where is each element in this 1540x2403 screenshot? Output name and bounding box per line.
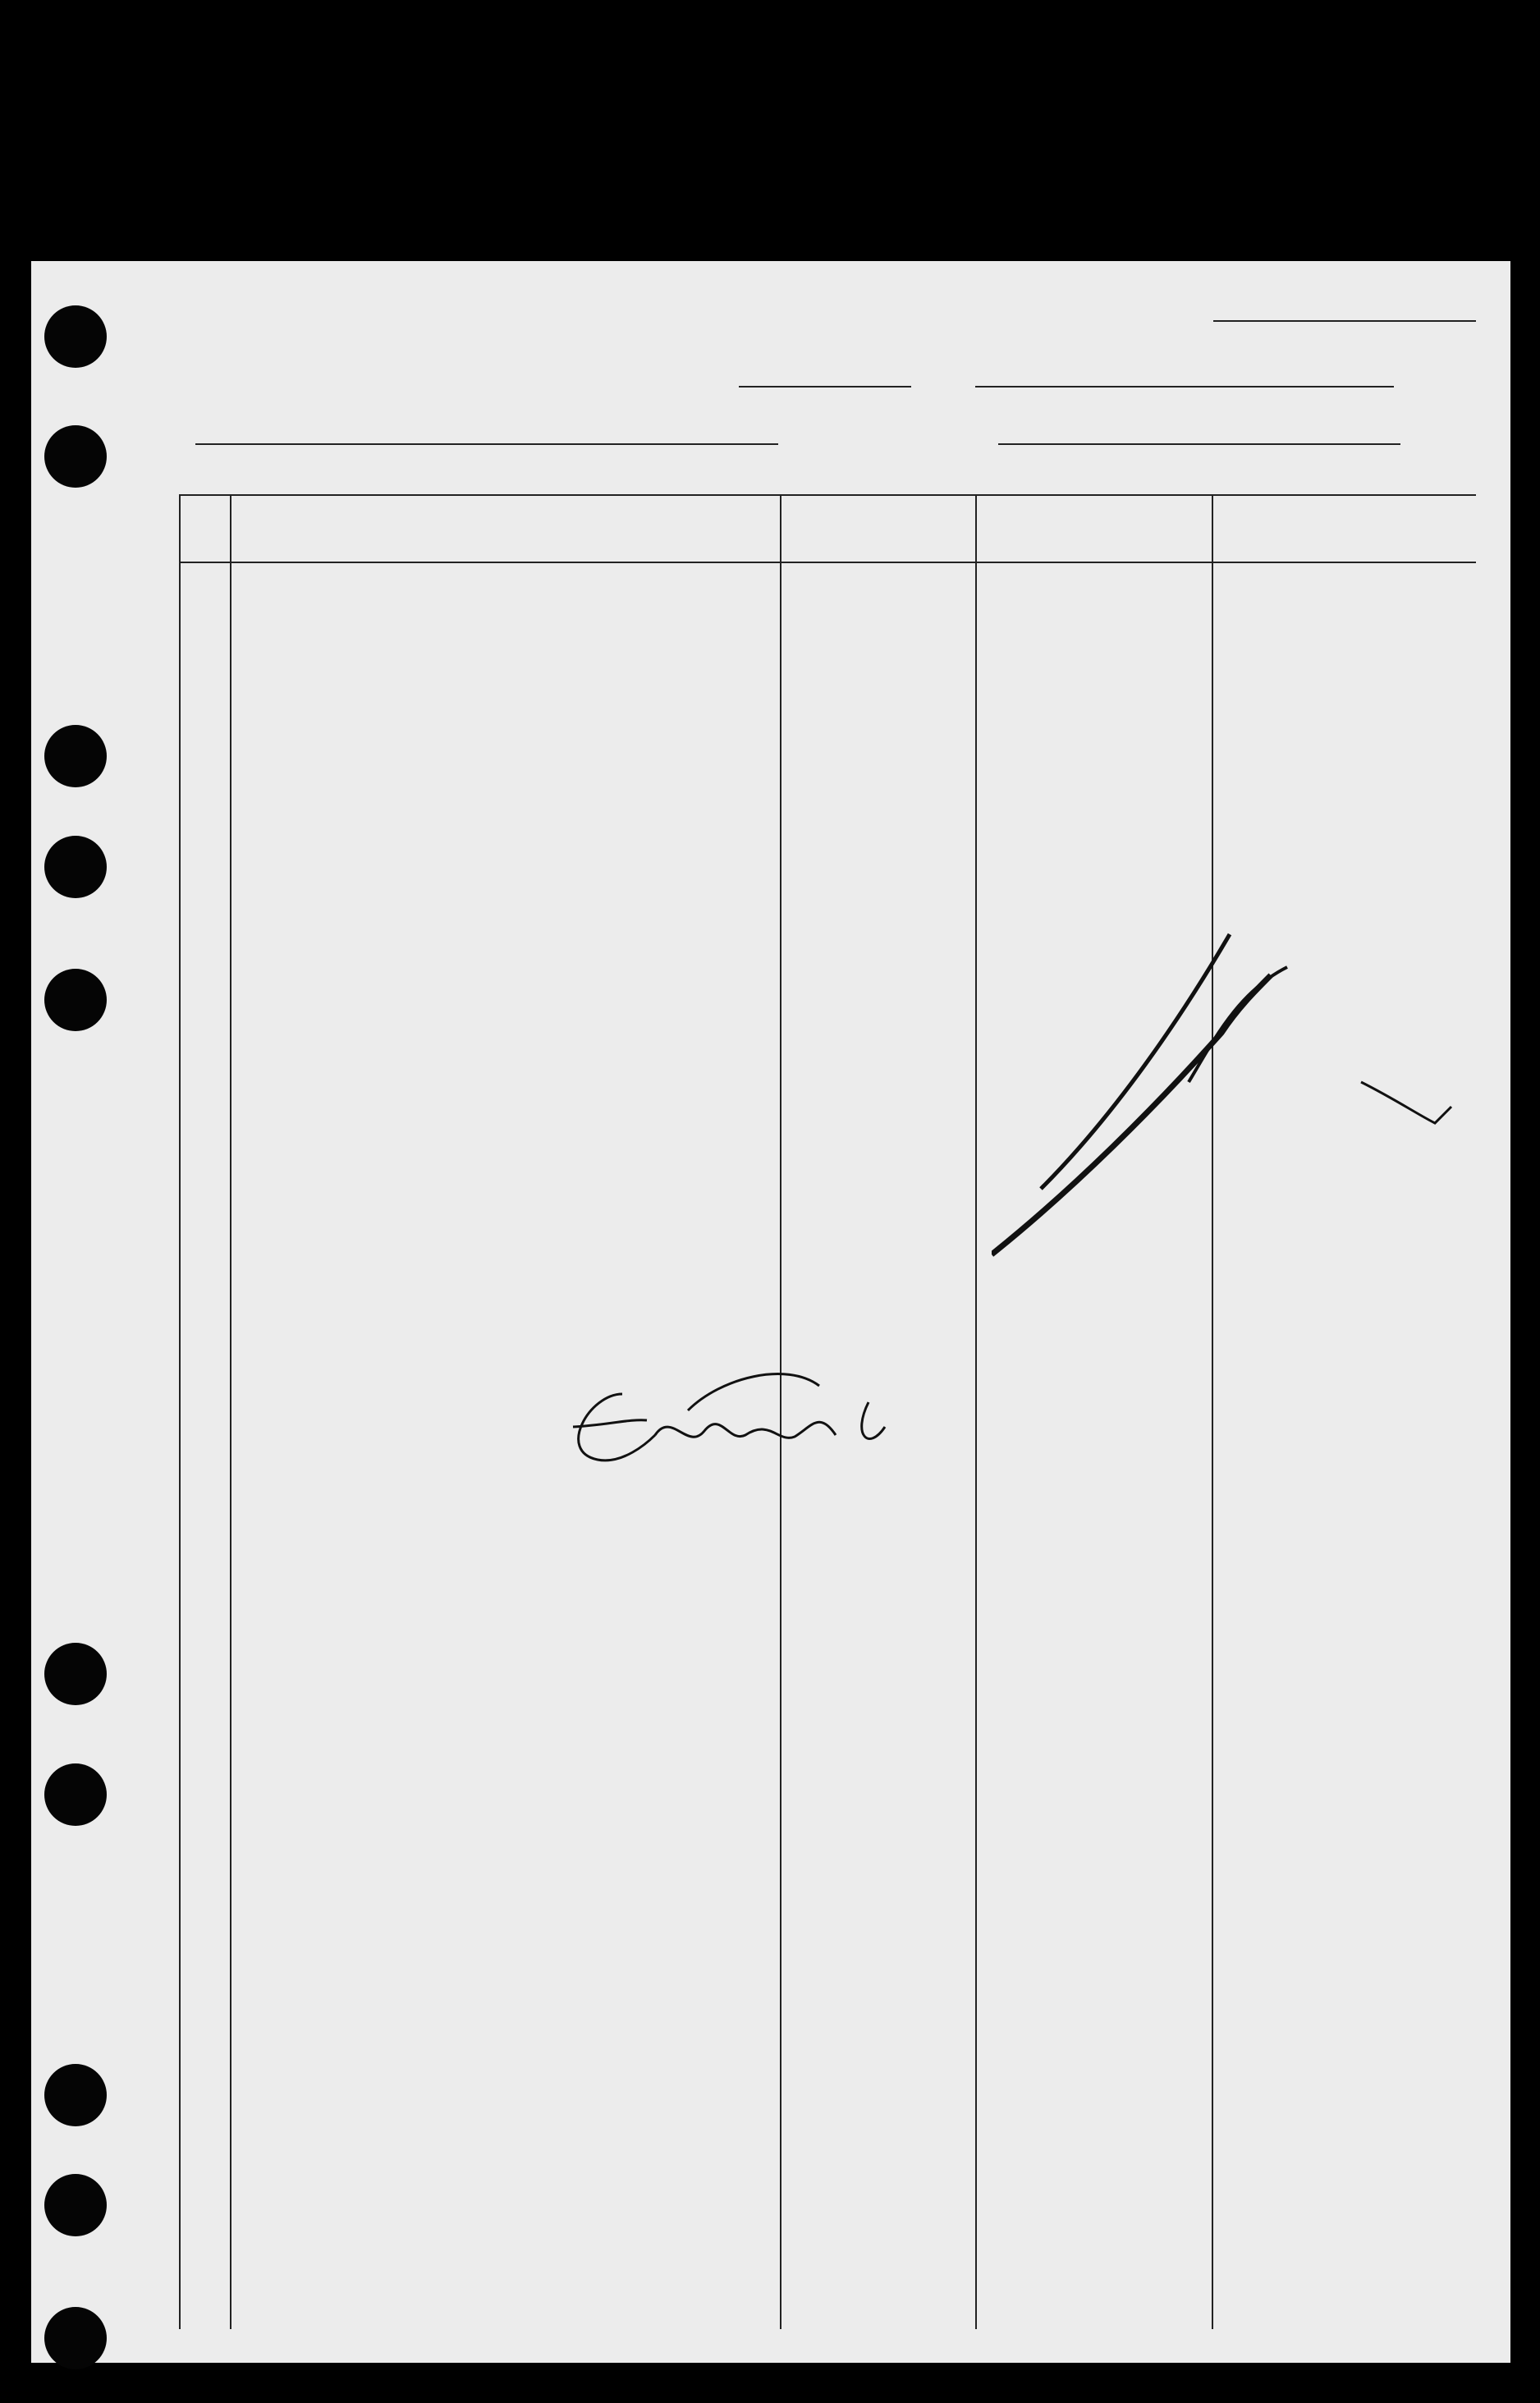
punch-hole — [44, 2064, 107, 2126]
manifest-no-line — [1213, 320, 1476, 322]
punch-hole — [44, 969, 107, 1031]
arrive-line — [998, 443, 1400, 445]
from-line — [975, 386, 1394, 388]
punch-hole — [44, 1643, 107, 1705]
col-divider — [975, 494, 977, 2329]
punch-hole — [44, 2174, 107, 2236]
handwritten-slashes — [992, 918, 1484, 1263]
punch-hole — [44, 725, 107, 787]
col-divider — [230, 494, 231, 2329]
header-bottom-line — [179, 562, 1476, 563]
punch-hole — [44, 1763, 107, 1826]
punch-hole — [44, 2307, 107, 2369]
manifest-page — [31, 261, 1510, 2363]
col-divider — [1212, 494, 1213, 2329]
punch-hole — [44, 305, 107, 368]
punch-hole — [44, 836, 107, 898]
punch-hole — [44, 425, 107, 488]
class-line — [739, 386, 911, 388]
col-divider — [179, 494, 181, 2329]
inspector-signature — [524, 1361, 951, 1558]
vessel-line — [195, 443, 778, 445]
